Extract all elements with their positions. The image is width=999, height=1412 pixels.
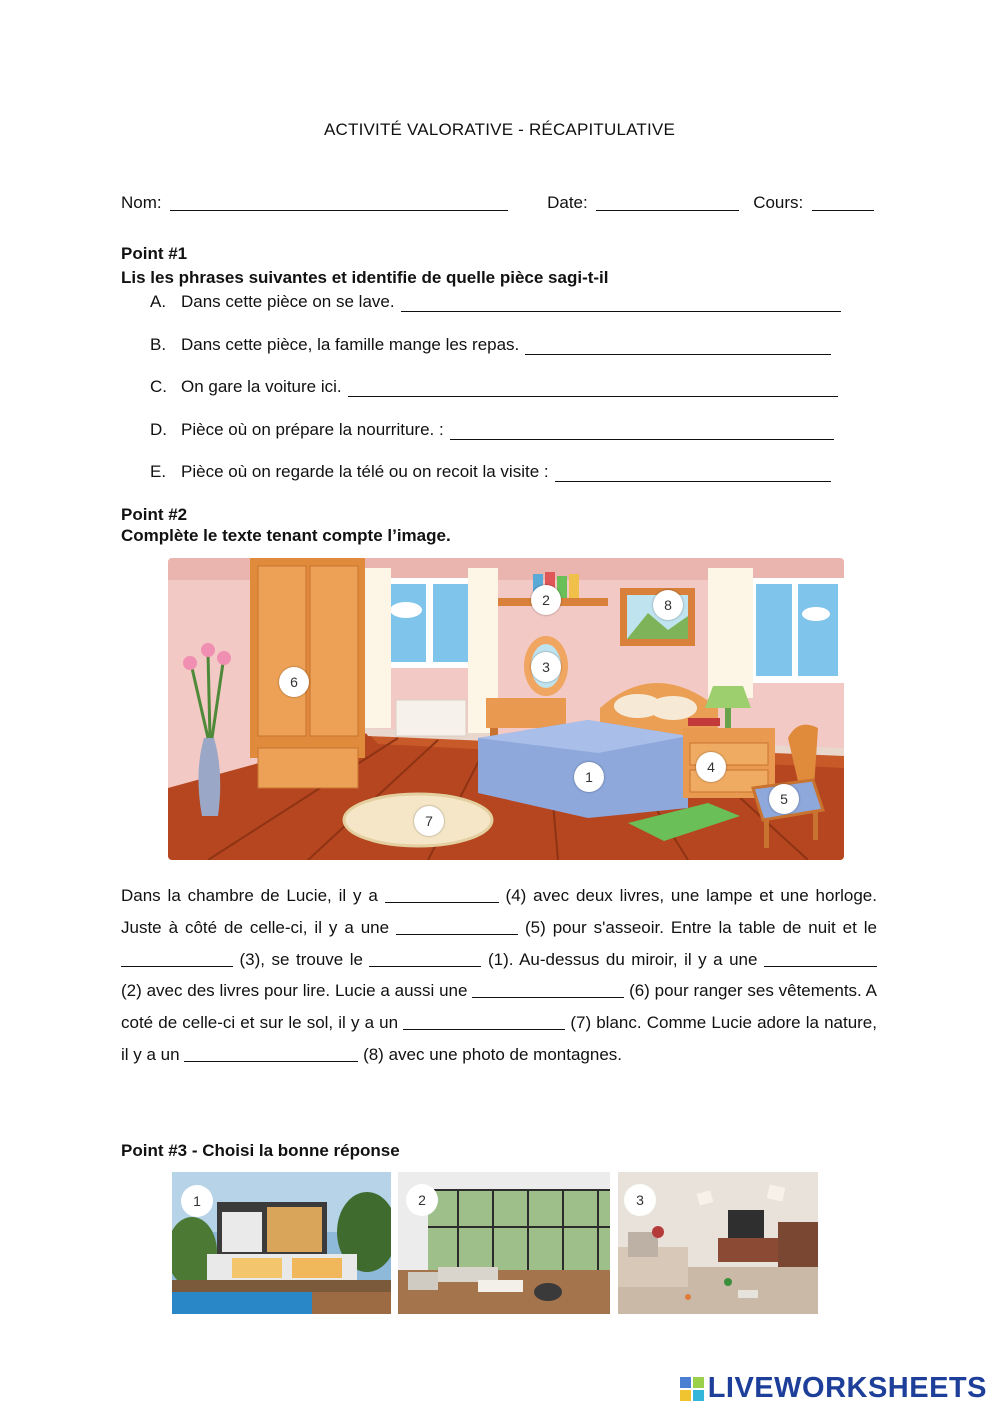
question-d bbox=[150, 420, 834, 440]
photo-house[interactable] bbox=[172, 1172, 391, 1314]
question-a bbox=[150, 292, 841, 312]
paragraph-text: (4) avec deux livres, une lampe et une horloge. Juste à côté de celle-ci, il y a une bbox=[121, 886, 877, 937]
paragraph-text: (8) avec une photo de montagnes. bbox=[363, 1044, 623, 1064]
answer-field-b[interactable] bbox=[525, 338, 831, 355]
blank-7[interactable] bbox=[403, 1013, 565, 1030]
label-badge-1: 1 bbox=[574, 762, 604, 792]
question-letter: C. bbox=[150, 377, 167, 396]
logo-icon bbox=[680, 1377, 704, 1401]
question-text: Dans cette pièce on se lave. bbox=[181, 292, 395, 311]
paragraph-text: (2) avec des livres pour lire. Lucie a aussi une bbox=[121, 981, 468, 1001]
answer-field-d[interactable] bbox=[450, 423, 834, 440]
photo-living-room[interactable] bbox=[398, 1172, 610, 1314]
brand-name: LIVEWORKSHEETS bbox=[707, 1372, 987, 1404]
label-badge-6: 6 bbox=[279, 667, 309, 697]
cours-label: Cours: bbox=[753, 193, 804, 212]
paragraph-text: (1). Au-dessus du miroir, il y a une bbox=[488, 949, 758, 969]
blank-4[interactable] bbox=[385, 886, 499, 903]
answer-field-e[interactable] bbox=[555, 465, 831, 482]
photo-badge-1: 1 bbox=[181, 1185, 213, 1217]
point2-instruction: Complète le texte tenant compte l’image. bbox=[121, 526, 451, 545]
question-text: Pièce où on regarde la télé ou on recoit la visite : bbox=[181, 462, 549, 481]
blank-5[interactable] bbox=[396, 918, 518, 935]
question-letter: B. bbox=[150, 335, 167, 354]
question-c bbox=[150, 377, 838, 397]
question-text: On gare la voiture ici. bbox=[181, 377, 342, 396]
nom-field[interactable] bbox=[170, 192, 508, 211]
date-field[interactable] bbox=[596, 192, 739, 211]
header-row bbox=[121, 192, 874, 213]
page-title: ACTIVITÉ VALORATIVE - RÉCAPITULATIVE bbox=[323, 120, 676, 139]
point1-heading: Point #1 bbox=[121, 244, 188, 263]
label-badge-5: 5 bbox=[769, 784, 799, 814]
paragraph-text: (6) pour ranger ses vêtements. A coté de celle-ci et sur le sol, il y a un bbox=[121, 981, 877, 1033]
label-badge-7: 7 bbox=[414, 806, 444, 836]
question-e bbox=[150, 462, 831, 482]
liveworksheets-logo[interactable] bbox=[680, 1372, 987, 1405]
question-text: Pièce où on prépare la nourriture. : bbox=[181, 420, 444, 439]
cours-field[interactable] bbox=[812, 192, 874, 211]
question-text: Dans cette pièce, la famille mange les repas. bbox=[181, 335, 520, 354]
nom-label: Nom: bbox=[121, 193, 162, 212]
paragraph-text: Dans la chambre de Lucie, il y a bbox=[121, 886, 378, 905]
date-label: Date: bbox=[547, 193, 588, 212]
label-badge-8: 8 bbox=[653, 590, 683, 620]
question-letter: E. bbox=[150, 462, 167, 481]
answer-field-a[interactable] bbox=[401, 295, 841, 312]
point3-heading: Point #3 - Choisi la bonne réponse bbox=[121, 1141, 400, 1160]
point1-instruction: Lis les phrases suivantes et identifie de quelle pièce sagi-t-il bbox=[121, 268, 609, 287]
blank-3[interactable] bbox=[121, 950, 233, 967]
fill-in-paragraph bbox=[121, 880, 877, 1071]
photo-badge-2: 2 bbox=[406, 1184, 438, 1216]
blank-1[interactable] bbox=[369, 950, 481, 967]
point2-heading: Point #2 bbox=[121, 505, 188, 524]
answer-field-c[interactable] bbox=[348, 380, 838, 397]
blank-8[interactable] bbox=[184, 1045, 358, 1062]
paragraph-text: (5) pour s'asseoir. Entre la table de nuit et le bbox=[524, 917, 877, 937]
label-badge-2: 2 bbox=[531, 585, 561, 615]
label-badge-4: 4 bbox=[696, 752, 726, 782]
label-badge-3: 3 bbox=[531, 652, 561, 682]
bedroom-drawing bbox=[168, 558, 844, 860]
paragraph-text: (7) blanc. Comme Lucie adore la nature, il y a un bbox=[121, 1013, 877, 1064]
bedroom-illustration bbox=[168, 558, 844, 860]
paragraph-text: (3), se trouve le bbox=[239, 949, 363, 969]
question-letter: D. bbox=[150, 420, 167, 439]
blank-2[interactable] bbox=[764, 950, 877, 967]
photo-badge-3: 3 bbox=[624, 1184, 656, 1216]
blank-6[interactable] bbox=[472, 981, 624, 998]
photo-messy-room[interactable] bbox=[618, 1172, 818, 1314]
question-b bbox=[150, 335, 831, 355]
question-letter: A. bbox=[150, 292, 167, 311]
